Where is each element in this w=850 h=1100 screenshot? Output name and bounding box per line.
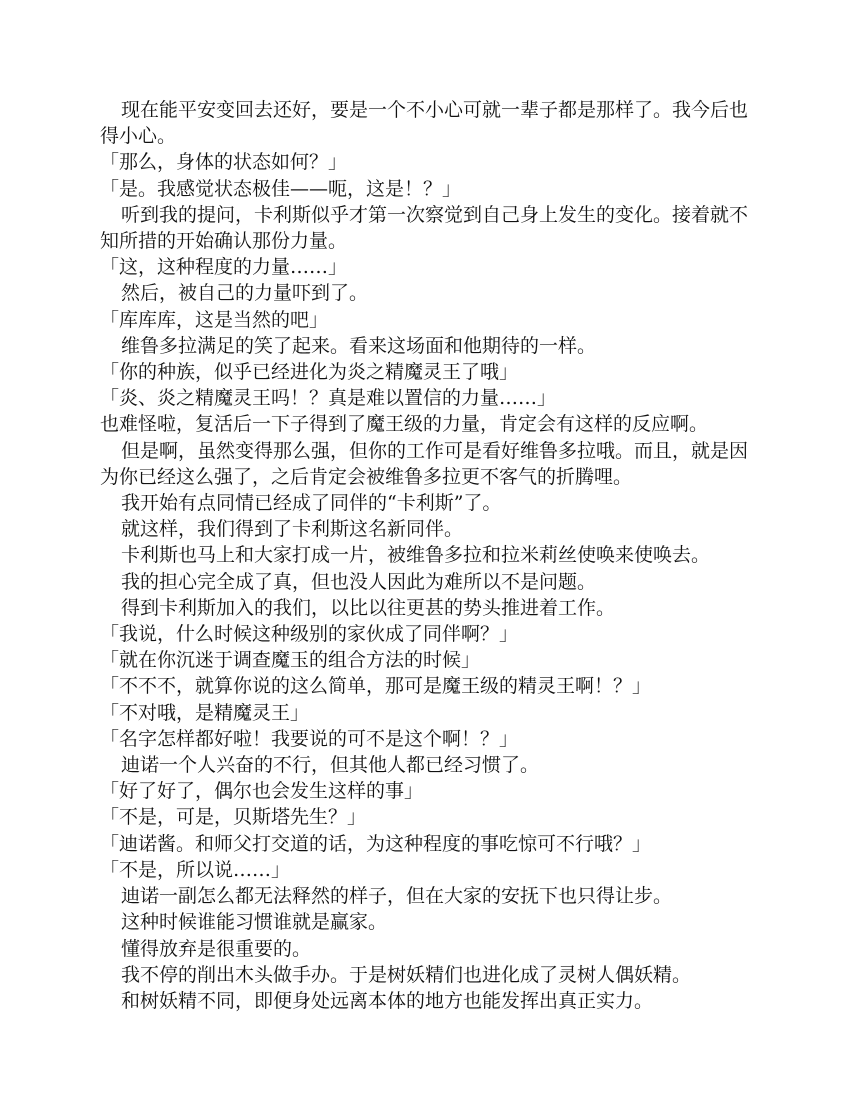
dialogue-line: 「你的种族，似乎已经进化为炎之精魔灵王了哦」: [100, 361, 519, 384]
dialogue-line: 「迪诺酱。和师父打交道的话，为这种程度的事吃惊可不行哦？」: [100, 832, 652, 855]
paragraph: 得到卡利斯加入的我们，以比以往更甚的势头推进着工作。: [121, 596, 616, 619]
dialogue-line: 「那么，身体的状态如何？」: [100, 151, 348, 174]
paragraph: 现在能平安变回去还好，要是一个不小心可就一辈子都是那样了。我今后也得小心。: [100, 99, 749, 148]
document-page: [100, 97, 750, 1014]
dialogue-line: 「不是，可是，贝斯塔先生？」: [100, 806, 367, 829]
dialogue-line: 「好了好了，偶尔也会发生这样的事」: [100, 780, 424, 803]
paragraph: 迪诺一副怎么都无法释然的样子，但在大家的安抚下也只得让步。: [121, 885, 673, 908]
paragraph: 维鲁多拉满足的笑了起来。看来这场面和他期待的一样。: [121, 334, 597, 357]
dialogue-line: 「是。我感觉状态极佳——呃，这是！？」: [100, 177, 462, 200]
dialogue-line: 「不不不，就算你说的这么简单，那可是魔王级的精灵王啊！？」: [100, 675, 652, 698]
dialogue-line: 「不对哦，是精魔灵王」: [100, 701, 310, 724]
paragraph: 我开始有点同情已经成了同伴的“卡利斯”了。: [121, 492, 502, 515]
paragraph: 懂得放弃是很重要的。: [121, 937, 312, 960]
dialogue-line: 「就在你沉迷于调查魔玉的组合方法的时候」: [100, 649, 481, 672]
paragraph: 迪诺一个人兴奋的不行，但其他人都已经习惯了。: [121, 754, 540, 777]
paragraph: 这种时候谁能习惯谁就是赢家。: [121, 911, 388, 934]
dialogue-line: 「名字怎样都好啦！我要说的可不是这个啊！？」: [100, 727, 519, 750]
dialogue-line: 「库库库，这是当然的吧」: [100, 308, 329, 331]
dialogue-line: 「我说，什么时候这种级别的家伙成了同伴啊？」: [100, 623, 519, 646]
dialogue-line: 「炎、炎之精魔灵王吗！？真是难以置信的力量……」: [100, 387, 557, 410]
dialogue-line: 「这，这种程度的力量……」: [100, 256, 348, 279]
paragraph: 和树妖精不同，即便身处远离本体的地方也能发挥出真正实力。: [121, 989, 654, 1012]
paragraph: 我不停的削出木头做手办。于是树妖精们也进化成了灵树人偶妖精。: [121, 963, 692, 986]
paragraph: 然后，被自己的力量吓到了。: [121, 282, 369, 305]
dialogue-line: 「不是，所以说……」: [100, 858, 291, 881]
paragraph: 我的担心完全成了真，但也没人因此为难所以不是问题。: [121, 570, 597, 593]
paragraph: 也难怪啦，复活后一下子得到了魔王级的力量，肯定会有这样的反应啊。: [100, 413, 709, 436]
paragraph: 听到我的提问，卡利斯似乎才第一次察觉到自己身上发生的变化。接着就不知所措的开始确认那份力量。: [100, 203, 749, 253]
paragraph: 就这样，我们得到了卡利斯这名新同伴。: [121, 518, 464, 541]
paragraph: 但是啊，虽然变得那么强，但你的工作可是看好维鲁多拉哦。而且，就是因为你已经这么强了，之后肯定会被维鲁多拉更不客气的折腾哩。: [100, 439, 749, 488]
paragraph: 卡利斯也马上和大家打成一片，被维鲁多拉和拉米莉丝使唤来使唤去。: [121, 544, 711, 567]
